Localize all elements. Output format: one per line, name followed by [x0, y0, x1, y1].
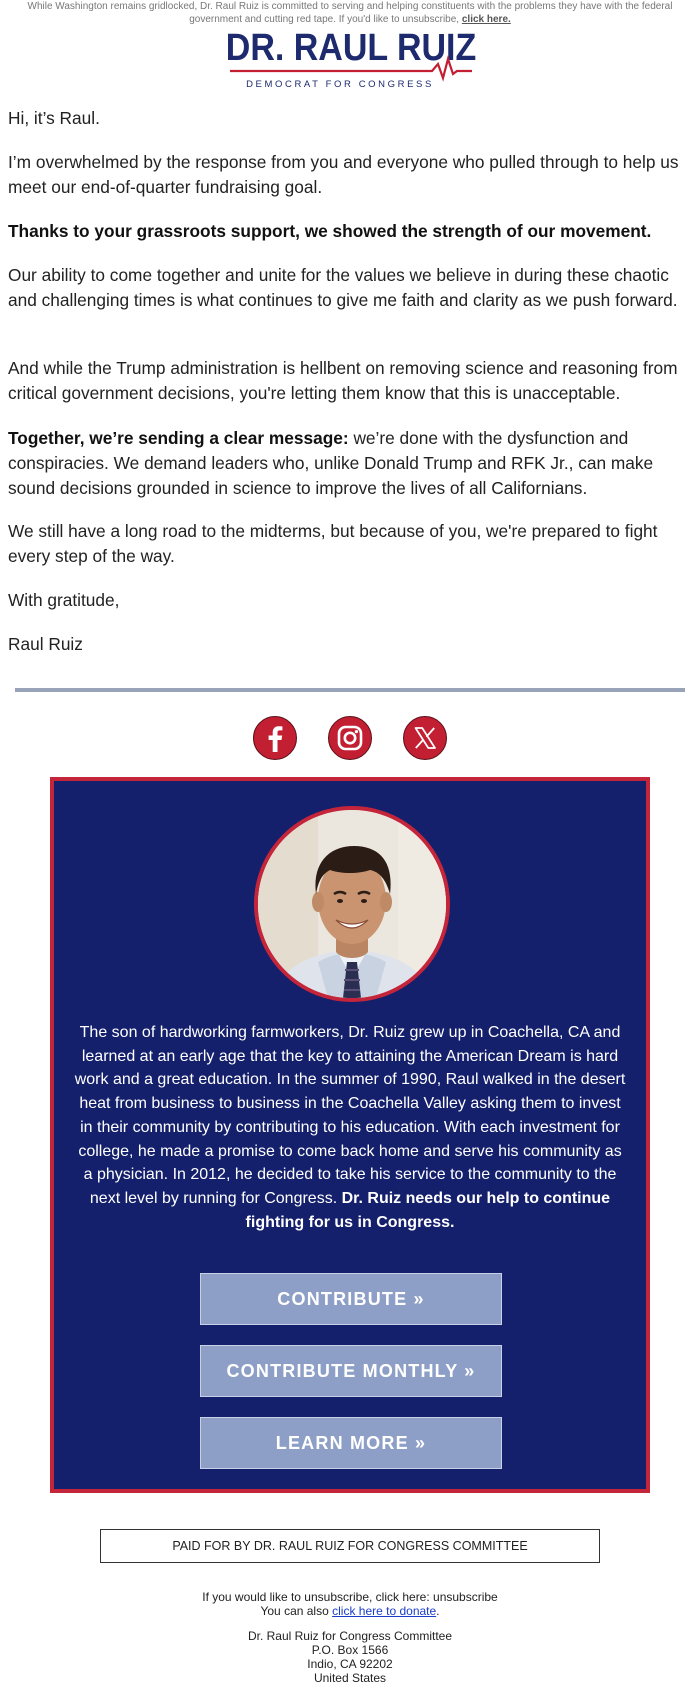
bio-call-to-action: Dr. Ruiz needs our help to continue fighting for us in Congress.: [245, 1189, 611, 1231]
section-divider: [15, 688, 685, 692]
bio-panel: [50, 777, 650, 1493]
paid-for-disclaimer: PAID FOR BY DR. RAUL RUIZ FOR CONGRESS COMMITTEE: [100, 1529, 600, 1563]
preheader-text: While Washington remains gridlocked, Dr. Raul Ruiz is committed to serving and helping constituents with the problems they have with the federal government and cutting red tape. If you'd like to unsubscribe,: [27, 1, 673, 25]
mailing-address: [0, 1629, 700, 1685]
candidate-photo: [254, 806, 450, 1002]
address-line-4: United States: [313, 1671, 387, 1685]
facebook-icon[interactable]: [253, 716, 297, 760]
preheader: [20, 0, 680, 26]
unsubscribe-link[interactable]: click here.: [461, 14, 511, 25]
donate-suffix: .: [436, 1604, 440, 1618]
paragraph-6: We still have a long road to the midterms, but because of you, we're prepared to fight every step of the way.: [8, 521, 658, 566]
campaign-logo: [226, 28, 476, 92]
paragraph-5-bold: Together, we’re sending a clear message:: [8, 428, 349, 448]
address-line-2: P.O. Box 1566: [311, 1643, 389, 1657]
donate-prefix: You can also: [260, 1604, 333, 1618]
bio-text: [74, 1021, 626, 1234]
logo-name: DR. RAUL RUIZ: [226, 28, 476, 69]
donate-line: [0, 1604, 700, 1618]
greeting: Hi, it’s Raul.: [8, 108, 100, 128]
x-icon[interactable]: [403, 716, 447, 760]
paragraph-5: [8, 426, 692, 501]
donate-link[interactable]: click here to donate: [332, 1604, 437, 1618]
contribute-button[interactable]: CONTRIBUTE »: [200, 1273, 502, 1325]
learn-more-button[interactable]: LEARN MORE »: [200, 1417, 502, 1469]
signature: Raul Ruiz: [8, 634, 83, 654]
social-links: [0, 716, 700, 764]
bio-body: The son of hardworking farmworkers, Dr. Ruiz grew up in Coachella, CA and learned at an early age that the key to attaining the American Dream is hard work and a great education. In the summer of 1990, Raul walked in the desert heat from business to business in the Coachella Valley asking them to invest in their community by contributing to his education. With each investment for college, he made a promise to come back home and serve his community as a physician. In 2012, he decided to take his service to the community to the next level by running for Congress.: [74, 1024, 626, 1207]
paragraph-3: Our ability to come together and unite for the values we believe in during these chaotic and challenging times is what continues to give me faith and clarity as we push forward.: [8, 265, 678, 310]
closing: With gratitude,: [8, 590, 120, 610]
paragraph-1: I’m overwhelmed by the response from you and everyone who pulled through to help us meet our end-of-quarter fundraising goal.: [8, 152, 679, 197]
address-line-3: Indio, CA 92202: [307, 1657, 393, 1671]
paragraph-2-bold: Thanks to your grassroots support, we showed the strength of our movement.: [8, 221, 652, 241]
address-line-1: Dr. Raul Ruiz for Congress Committee: [247, 1629, 453, 1643]
logo-tagline: DEMOCRAT FOR CONGRESS: [246, 79, 434, 90]
contribute-monthly-button[interactable]: CONTRIBUTE MONTHLY »: [200, 1345, 502, 1397]
paragraph-4: And while the Trump administration is hellbent on removing science and reasoning from critical government decisions, you're letting them know that this is unacceptable.: [8, 358, 678, 403]
paragraph-5-rest: we’re done with the dysfunction and conspiracies. We demand leaders who, unlike Donald Trump and RFK Jr., can make sound decisions grounded in science to improve the lives of all Californians.: [8, 428, 654, 498]
unsubscribe-line[interactable]: If you would like to unsubscribe, click here: unsubscribe: [202, 1590, 498, 1604]
footer-links: [0, 1590, 700, 1618]
paragraph-2: [8, 219, 692, 244]
instagram-icon[interactable]: [328, 716, 372, 760]
